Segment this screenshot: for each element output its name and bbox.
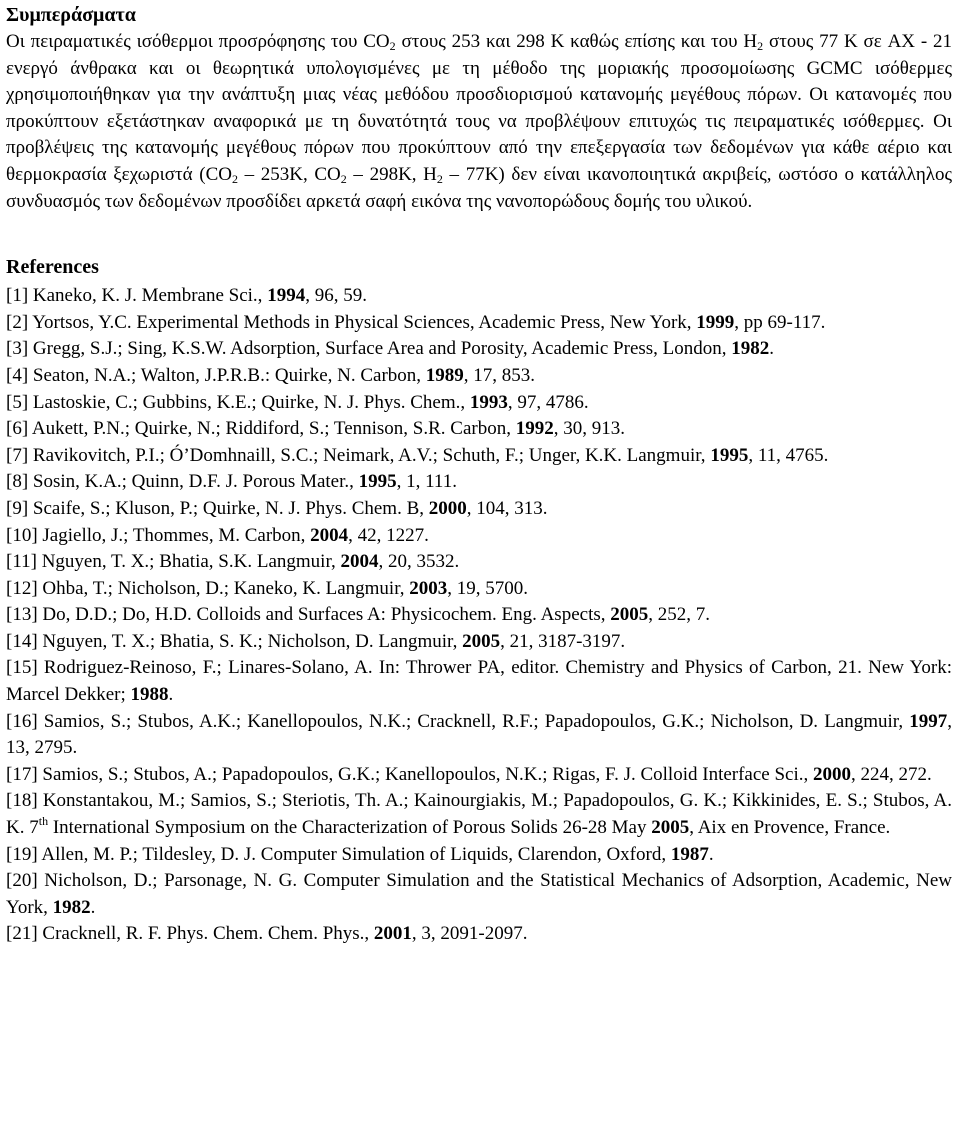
reference-pre-text: [9] Scaife, S.; Kluson, P.; Quirke, N. J. Phys. Chem. B, (6, 497, 429, 519)
reference-post-text: , 21, 3187-3197. (500, 630, 626, 652)
reference-pre-text: [12] Ohba, T.; Nicholson, D.; Kaneko, K. Langmuir, (6, 577, 410, 599)
reference-item (6, 842, 952, 869)
reference-pre-text: [1] Kaneko, K. J. Membrane Sci., (6, 285, 268, 307)
reference-item (6, 336, 952, 363)
reference-item (6, 496, 952, 523)
reference-item (6, 549, 952, 576)
reference-post-text: , 13, 2795. (6, 710, 952, 759)
reference-item (6, 868, 952, 921)
reference-bold-text: 2005 (462, 630, 501, 652)
reference-item (6, 523, 952, 550)
reference-bold-text: 2005 (610, 604, 649, 626)
references-heading: References (6, 256, 99, 279)
reference-bold-text: 2003 (409, 577, 448, 599)
reference-bold-text: 1988 (130, 684, 169, 706)
reference-post-text: , 11, 4765. (748, 444, 829, 466)
conclusions-heading: Συμπεράσματα (6, 4, 136, 26)
reference-item (6, 576, 952, 603)
reference-bold-text: 1999 (696, 311, 735, 333)
reference-post-text: , 17, 853. (463, 364, 536, 386)
reference-item (6, 469, 952, 496)
reference-post-text: , 96, 59. (305, 285, 367, 307)
reference-item (6, 655, 952, 708)
reference-post-text: . (769, 338, 775, 360)
reference-item (6, 762, 952, 789)
reference-pre-text: [10] Jagiello, J.; Thommes, M. Carbon, (6, 524, 311, 546)
reference-pre-text: [7] Ravikovitch, P.I.; Ó’Domhnaill, S.C.; Neimark, A.V.; Schuth, F.; Unger, K.K. Langmuir, (6, 444, 711, 466)
reference-post-text: , 42, 1227. (348, 524, 429, 546)
reference-bold-text: 2000 (813, 763, 852, 785)
reference-bold-text: 1987 (670, 843, 709, 865)
reference-pre-text: [5] Lastoskie, C.; Gubbins, K.E.; Quirke, N. J. Phys. Chem., (6, 391, 470, 413)
reference-post-text: , 19, 5700. (447, 577, 529, 599)
reference-item (6, 310, 952, 337)
reference-bold-text: 1992 (515, 418, 554, 440)
reference-bold-text: 2004 (340, 551, 379, 573)
reference-item (6, 788, 952, 841)
reference-pre-text: [21] Cracknell, R. F. Phys. Chem. Chem. Phys., (6, 923, 374, 945)
reference-post-text: , 1, 111. (396, 471, 457, 493)
reference-bold-text: 2005 (651, 817, 690, 839)
reference-item (6, 283, 952, 310)
reference-post-text: , 224, 272. (851, 763, 932, 785)
reference-post-text: . (708, 843, 714, 865)
reference-item (6, 921, 952, 948)
reference-pre-text: [15] Rodriguez-Reinoso, F.; Linares-Solano, A. In: Thrower PA, editor. Chemistry and Physics of Carbon, 21. New York: Marcel Dekker; (6, 657, 952, 706)
reference-pre-text: [11] Nguyen, T. X.; Bhatia, S.K. Langmuir, (6, 551, 341, 573)
reference-bold-text: 1989 (425, 364, 464, 386)
reference-sup-text: th (38, 814, 49, 829)
reference-item (6, 602, 952, 629)
reference-post-text: , 20, 3532. (378, 551, 460, 573)
reference-post-text: . (90, 896, 96, 918)
reference-pre-text: [4] Seaton, N.A.; Walton, J.P.R.B.: Quirke, N. Carbon, (6, 364, 426, 386)
reference-pre-text: [6] Aukett, P.N.; Quirke, N.; Riddiford, S.; Tennison, S.R. Carbon, (6, 418, 516, 440)
reference-bold-text: 1995 (358, 471, 397, 493)
reference-item (6, 416, 952, 443)
reference-bold-text: 2004 (310, 524, 349, 546)
reference-bold-text: 1995 (710, 444, 749, 466)
reference-bold-text: 2001 (373, 923, 412, 945)
reference-pre-text: [3] Gregg, S.J.; Sing, K.S.W. Adsorption, Surface Area and Porosity, Academic Press, London, (6, 338, 732, 360)
reference-bold-text: 1997 (909, 710, 948, 732)
reference-pre-text: [8] Sosin, K.A.; Quinn, D.F. J. Porous Mater., (6, 471, 359, 493)
reference-post-text: , Aix en Provence, France. (689, 817, 891, 839)
reference-mid-text: International Symposium on the Characterization of Porous Solids 26-28 May (48, 817, 652, 839)
conclusions-paragraph: Οι πειραματικές ισόθερμοι προσρόφησης του $CO_2$ στους 253 και 298 K καθώς επίσης και του $H_2$ στους 77 K σε AX - 21 ενεργό άνθρακα και οι θεωρητικά υπολογισμένες με τη μέθοδο της μοριακής προσομοίωσης GCMC ισόθερμες χρησιμοποιήθηκαν για την ανάπτυξη μιας νέας μεθόδου προσδιορισμού κατανομής μεγέθους πόρων. Οι κατανομές που προκύπτουν εξετάστηκαν αναφορικά με τη δυνατότητά τους να προβλέψουν επιτυχώς τις πειραματικές ισόθερμες. Οι προβλέψεις της κατανομής μεγέθους πόρων που προκύπτουν από την επεξεργασία των δεδομένων για κάθε αέριο και θερμοκρασία ξεχωριστά ($CO_2 - 253K$, $CO_2 - 298K$, $H_2 - 77K$) δεν είναι ικανοποιητικά ακριβείς, ωστόσο ο κατάλληλος συνδυασμός των δεδομένων προσδίδει αρκετά σαφή εικόνα της νανοπορώδους δομής του υλικού. (6, 31, 953, 212)
reference-post-text: , 104, 313. (466, 497, 548, 519)
reference-bold-text: 2000 (428, 497, 467, 519)
reference-pre-text: [14] Nguyen, T. X.; Bhatia, S. K.; Nicholson, D. Langmuir, (6, 630, 463, 652)
reference-item (6, 363, 952, 390)
reference-post-text: , 252, 7. (648, 604, 710, 626)
reference-post-text: , 3, 2091-2097. (411, 923, 528, 945)
reference-pre-text: [20] Nicholson, D.; Parsonage, N. G. Computer Simulation and the Statistical Mechanics of Adsorption, Academic, New York, (6, 870, 952, 918)
reference-post-text: , 97, 4786. (507, 391, 589, 413)
reference-bold-text: 1994 (267, 285, 306, 307)
reference-item (6, 443, 952, 470)
references-list (6, 283, 952, 948)
reference-post-text: . (168, 684, 174, 706)
reference-bold-text: 1993 (469, 391, 508, 413)
reference-item (6, 390, 952, 417)
reference-pre-text: [19] Allen, M. P.; Tildesley, D. J. Computer Simulation of Liquids, Clarendon, Oxford, (6, 843, 671, 865)
reference-pre-text: [13] Do, D.D.; Do, H.D. Colloids and Surfaces A: Physicochem. Eng. Aspects, (6, 604, 611, 626)
reference-item (6, 629, 952, 656)
reference-bold-text: 1982 (731, 338, 770, 360)
reference-pre-text: [18] Konstantakou, M.; Samios, S.; Steriotis, Th. A.; Kainourgiakis, M.; Papadopoulos, G. K.; Kikkinides, E. S.; Stubos, A. K. 7 (6, 790, 952, 839)
reference-pre-text: [2] Yortsos, Y.C. Experimental Methods in Physical Sciences, Academic Press, New York, (6, 311, 697, 333)
reference-pre-text: [17] Samios, S.; Stubos, A.; Papadopoulos, G.K.; Kanellopoulos, N.K.; Rigas, F. J. Colloid Interface Sci., (6, 763, 814, 785)
reference-post-text: , pp 69-117. (734, 311, 826, 333)
reference-pre-text: [16] Samios, S.; Stubos, A.K.; Kanellopoulos, N.K.; Cracknell, R.F.; Papadopoulos, G.K.; Nicholson, D. Langmuir, (6, 710, 910, 732)
reference-bold-text: 1982 (52, 896, 91, 918)
reference-item (6, 709, 952, 762)
reference-post-text: , 30, 913. (553, 418, 625, 440)
